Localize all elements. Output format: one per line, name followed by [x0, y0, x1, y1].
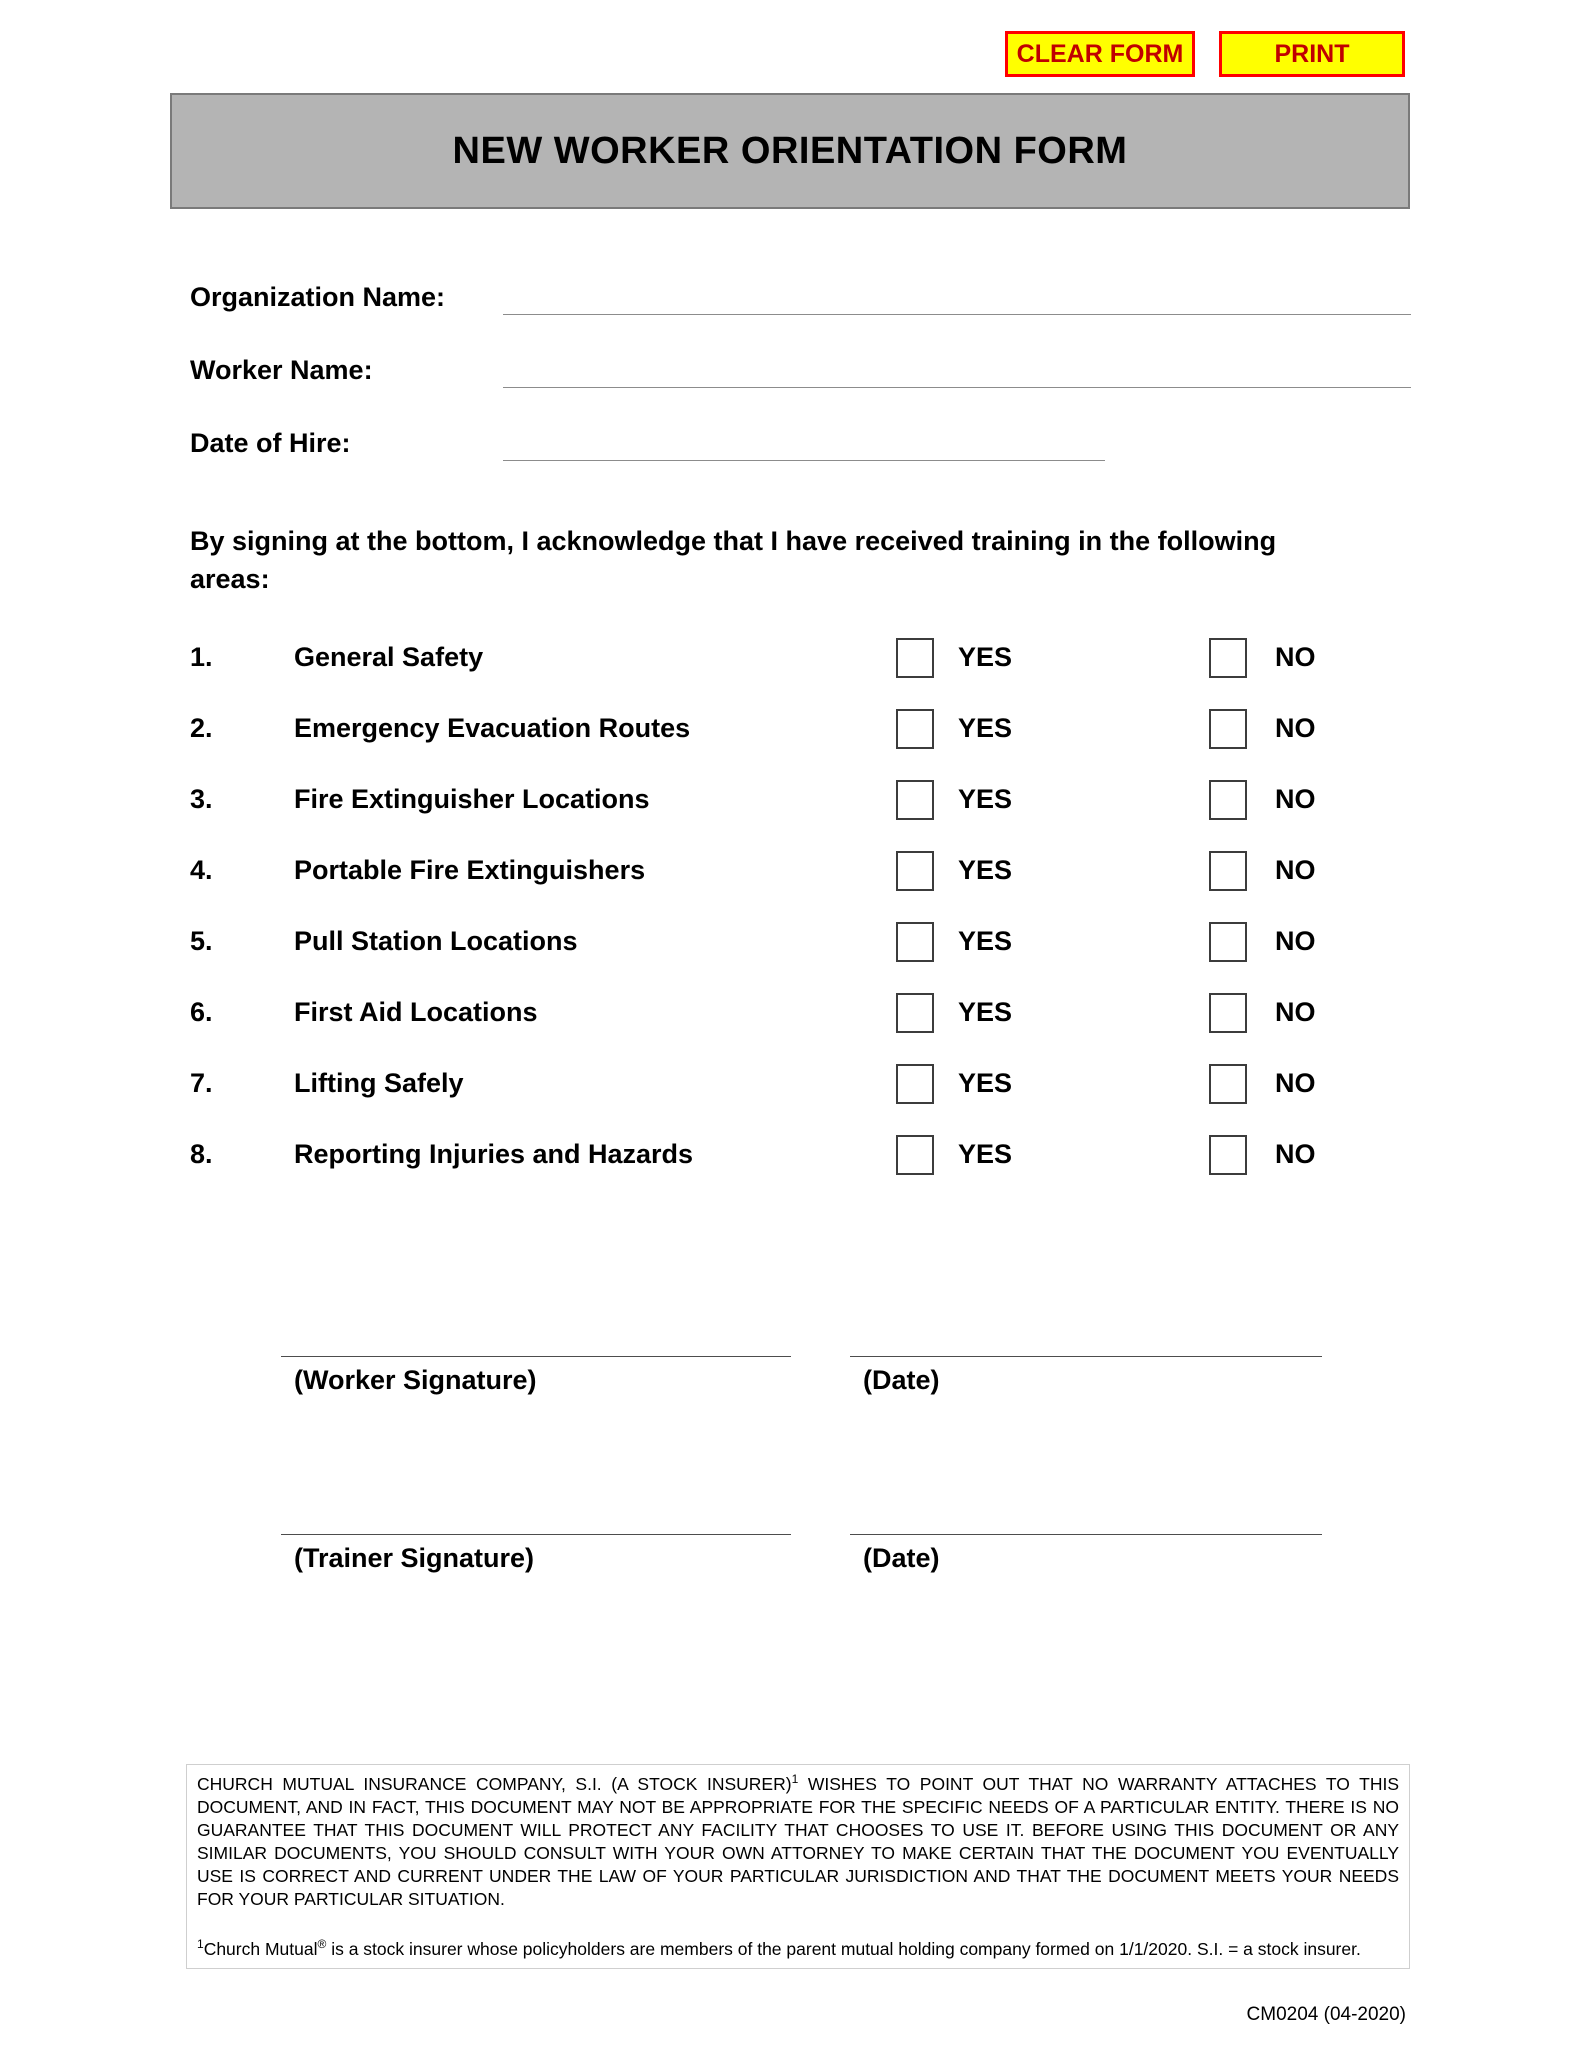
item-number: 3. — [190, 784, 213, 814]
item-label: Pull Station Locations — [294, 926, 578, 956]
no-checkbox[interactable] — [1209, 851, 1247, 891]
trainer-signature-date-line[interactable] — [850, 1534, 1322, 1535]
no-label: NO — [1275, 855, 1316, 885]
yes-checkbox[interactable] — [896, 709, 934, 749]
yes-label: YES — [958, 997, 1013, 1027]
no-label: NO — [1275, 713, 1316, 743]
no-checkbox[interactable] — [1209, 780, 1247, 820]
no-label: NO — [1275, 997, 1316, 1027]
date-of-hire-input[interactable] — [503, 425, 1105, 461]
organization-name-input[interactable] — [503, 279, 1411, 315]
no-checkbox[interactable] — [1209, 922, 1247, 962]
item-label: Lifting Safely — [294, 1068, 464, 1098]
yes-label: YES — [958, 1139, 1013, 1169]
worker-date-label: (Date) — [863, 1365, 940, 1395]
no-checkbox[interactable] — [1209, 638, 1247, 678]
disclaimer-part1: CHURCH MUTUAL INSURANCE COMPANY, S.I. (A STOCK INSURER) — [197, 1774, 792, 1794]
yes-checkbox[interactable] — [896, 922, 934, 962]
yes-checkbox[interactable] — [896, 1135, 934, 1175]
acknowledgement-text: By signing at the bottom, I acknowledge that I have received training in the following areas: — [190, 526, 1277, 594]
print-button[interactable]: PRINT — [1219, 31, 1405, 77]
worker-name-label: Worker Name: — [190, 355, 373, 385]
form-number: CM0204 (04-2020) — [1246, 2004, 1406, 2025]
footnote-name: Church Mutual — [203, 1939, 318, 1959]
item-label: Portable Fire Extinguishers — [294, 855, 646, 885]
no-label: NO — [1275, 1068, 1316, 1098]
title-bar — [170, 93, 1410, 209]
footnote-text — [197, 1938, 1399, 1960]
organization-name-label: Organization Name: — [190, 282, 446, 312]
trainer-date-label: (Date) — [863, 1543, 940, 1573]
yes-label: YES — [958, 713, 1013, 743]
footnote-rest: is a stock insurer whose policyholders are members of the parent mutual holding company formed on 1/1/2020. S.I. = a stock insurer. — [326, 1939, 1361, 1959]
no-checkbox[interactable] — [1209, 993, 1247, 1033]
item-label: Emergency Evacuation Routes — [294, 713, 691, 743]
worker-name-input[interactable] — [503, 352, 1411, 388]
no-checkbox[interactable] — [1209, 709, 1247, 749]
footnote-marker: 1 — [197, 1937, 204, 1952]
yes-checkbox[interactable] — [896, 638, 934, 678]
no-checkbox[interactable] — [1209, 1135, 1247, 1175]
item-number: 2. — [190, 713, 213, 743]
yes-checkbox[interactable] — [896, 993, 934, 1033]
disclaimer-footnote-marker: 1 — [791, 1772, 799, 1787]
yes-checkbox[interactable] — [896, 851, 934, 891]
no-checkbox[interactable] — [1209, 1064, 1247, 1104]
training-row — [190, 855, 1420, 901]
no-label: NO — [1275, 926, 1316, 956]
yes-label: YES — [958, 784, 1013, 814]
yes-checkbox[interactable] — [896, 1064, 934, 1104]
item-label: Fire Extinguisher Locations — [294, 784, 650, 814]
worker-signature-label: (Worker Signature) — [294, 1365, 537, 1395]
training-row — [190, 642, 1420, 688]
worker-signature-date-line[interactable] — [850, 1356, 1322, 1357]
item-number: 5. — [190, 926, 213, 956]
trainer-signature-line[interactable] — [281, 1534, 791, 1535]
item-number: 8. — [190, 1139, 213, 1169]
item-number: 6. — [190, 997, 213, 1027]
registered-mark: ® — [317, 1937, 327, 1952]
no-label: NO — [1275, 1139, 1316, 1169]
item-number: 1. — [190, 642, 213, 672]
item-label: Reporting Injuries and Hazards — [294, 1139, 694, 1169]
yes-checkbox[interactable] — [896, 780, 934, 820]
training-row — [190, 713, 1420, 759]
item-number: 4. — [190, 855, 213, 885]
item-label: First Aid Locations — [294, 997, 538, 1027]
training-row — [190, 997, 1420, 1043]
disclaimer-part2: WISHES TO POINT OUT THAT NO WARRANTY ATTACHES TO THIS DOCUMENT, AND IN FACT, THIS DOCUMENT MAY NOT BE APPROPRIATE FOR THE SPECIFIC NEEDS OF A PARTICULAR ENTITY. THERE IS NO GUARANTEE THAT THIS DOCUMENT WILL PROTECT ANY FACILITY THAT CHOOSES TO USE IT. BEFORE USING THIS DOCUMENT OR ANY SIMILAR DOCUMENTS, YOU SHOULD CONSULT WITH YOUR OWN ATTORNEY TO MAKE CERTAIN THAT THE DOCUMENT YOU EVENTUALLY USE IS CORRECT AND CURRENT UNDER THE LAW OF YOUR PARTICULAR JURISDICTION AND THAT THE DOCUMENT MEETS YOUR NEEDS FOR YOUR PARTICULAR SITUATION. — [197, 1774, 1399, 1909]
training-row — [190, 784, 1420, 830]
item-number: 7. — [190, 1068, 213, 1098]
no-label: NO — [1275, 642, 1316, 672]
yes-label: YES — [958, 642, 1013, 672]
disclaimer-box — [186, 1764, 1410, 1969]
no-label: NO — [1275, 784, 1316, 814]
yes-label: YES — [958, 1068, 1013, 1098]
date-of-hire-label: Date of Hire: — [190, 428, 351, 458]
clear-form-button[interactable]: CLEAR FORM — [1005, 31, 1195, 77]
worker-signature-line[interactable] — [281, 1356, 791, 1357]
yes-label: YES — [958, 926, 1013, 956]
training-row — [190, 1139, 1420, 1185]
page-title: NEW WORKER ORIENTATION FORM — [452, 129, 1128, 172]
disclaimer-text — [197, 1773, 1399, 1911]
item-label: General Safety — [294, 642, 484, 672]
training-row — [190, 1068, 1420, 1114]
trainer-signature-label: (Trainer Signature) — [294, 1543, 535, 1573]
yes-label: YES — [958, 855, 1013, 885]
training-row — [190, 926, 1420, 972]
